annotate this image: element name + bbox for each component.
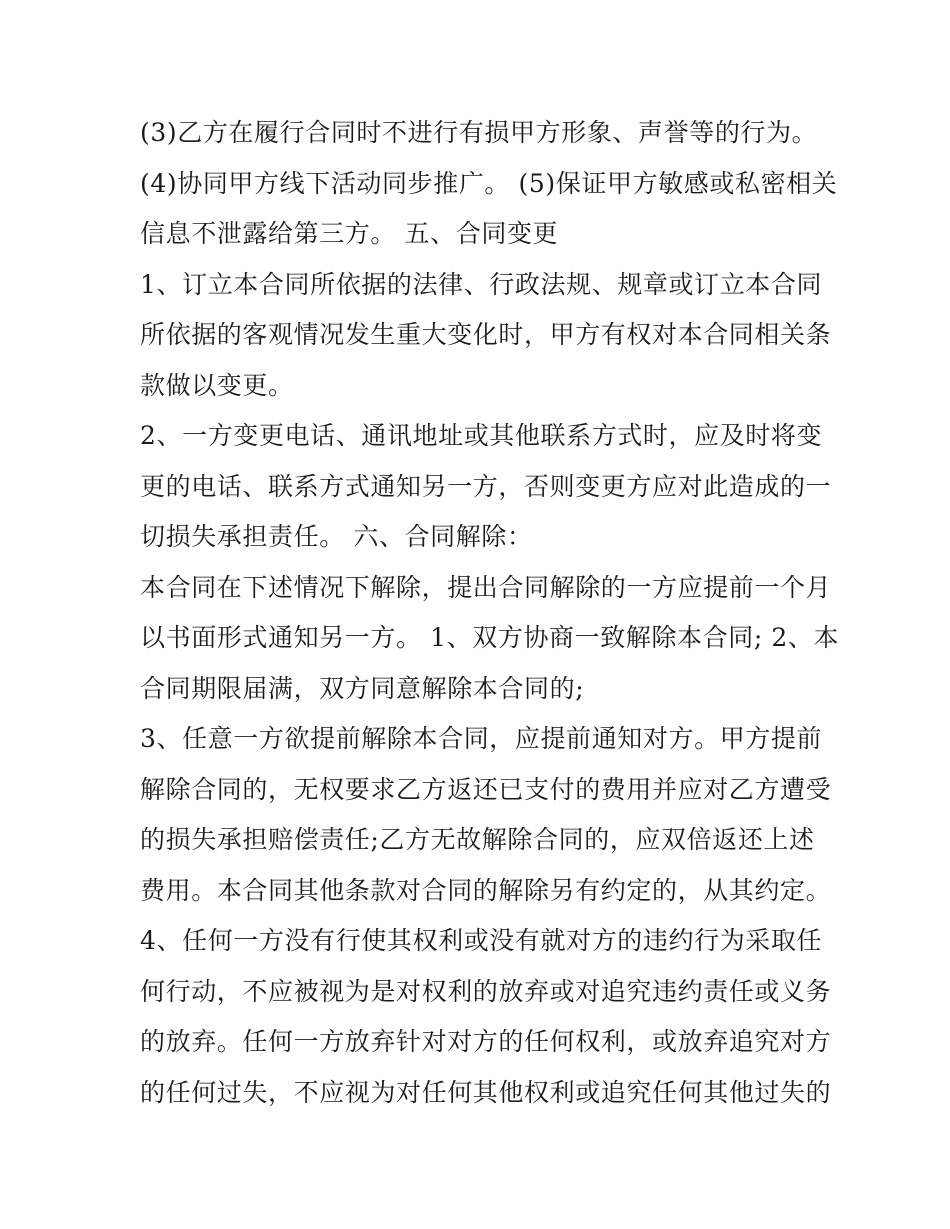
text-line: 以书面形式通知另一方。 1、双方协商一致解除本合同; 2、本 bbox=[140, 623, 840, 652]
text-line: 何行动，不应被视为是对权利的放弃或对追究违约责任或义务 bbox=[140, 976, 832, 1006]
text-line: 解除合同的，无权要求乙方返还已支付的费用并应对乙方遭受 bbox=[140, 774, 832, 804]
text-line: 2、一方变更电话、通讯地址或其他联系方式时，应及时将变 bbox=[140, 421, 823, 450]
text-line: 的损失承担赔偿责任;乙方无故解除合同的，应双倍返还上述 bbox=[140, 825, 815, 854]
document-body bbox=[140, 108, 840, 1118]
text-line: 的放弃。任何一方放弃针对对方的任何权利，或放弃追究对方 bbox=[140, 1027, 832, 1056]
text-line: (4)协同甲方线下活动同步推广。 (5)保证甲方敏感或私密相关 bbox=[140, 168, 838, 198]
text-line: 的任何过失，不应视为对任何其他权利或追究任何其他过失的 bbox=[140, 1077, 832, 1107]
text-line: 1、订立本合同所依据的法律、行政法规、规章或订立本合同 bbox=[140, 269, 823, 299]
text-line: 信息不泄露给第三方。 五、合同变更 bbox=[140, 219, 559, 248]
text-line: 更的电话、联系方式通知另一方，否则变更方应对此造成的一 bbox=[140, 471, 832, 501]
text-line: (3)乙方在履行合同时不进行有损甲方形象、声誉等的行为。 bbox=[140, 118, 818, 147]
text-line: 3、任意一方欲提前解除本合同，应提前通知对方。甲方提前 bbox=[140, 724, 823, 753]
text-line: 切损失承担责任。 六、合同解除： bbox=[140, 522, 533, 551]
text-line: 所依据的客观情况发生重大变化时，甲方有权对本合同相关条 bbox=[140, 320, 832, 349]
text-line: 本合同在下述情况下解除，提出合同解除的一方应提前一个月 bbox=[140, 572, 832, 602]
text-line: 费用。本合同其他条款对合同的解除另有约定的，从其约定。 bbox=[140, 875, 832, 905]
text-line: 款做以变更。 bbox=[140, 370, 294, 400]
text-line: 合同期限届满，双方同意解除本合同的; bbox=[140, 673, 585, 703]
text-line: 4、任何一方没有行使其权利或没有就对方的违约行为采取任 bbox=[140, 926, 823, 955]
